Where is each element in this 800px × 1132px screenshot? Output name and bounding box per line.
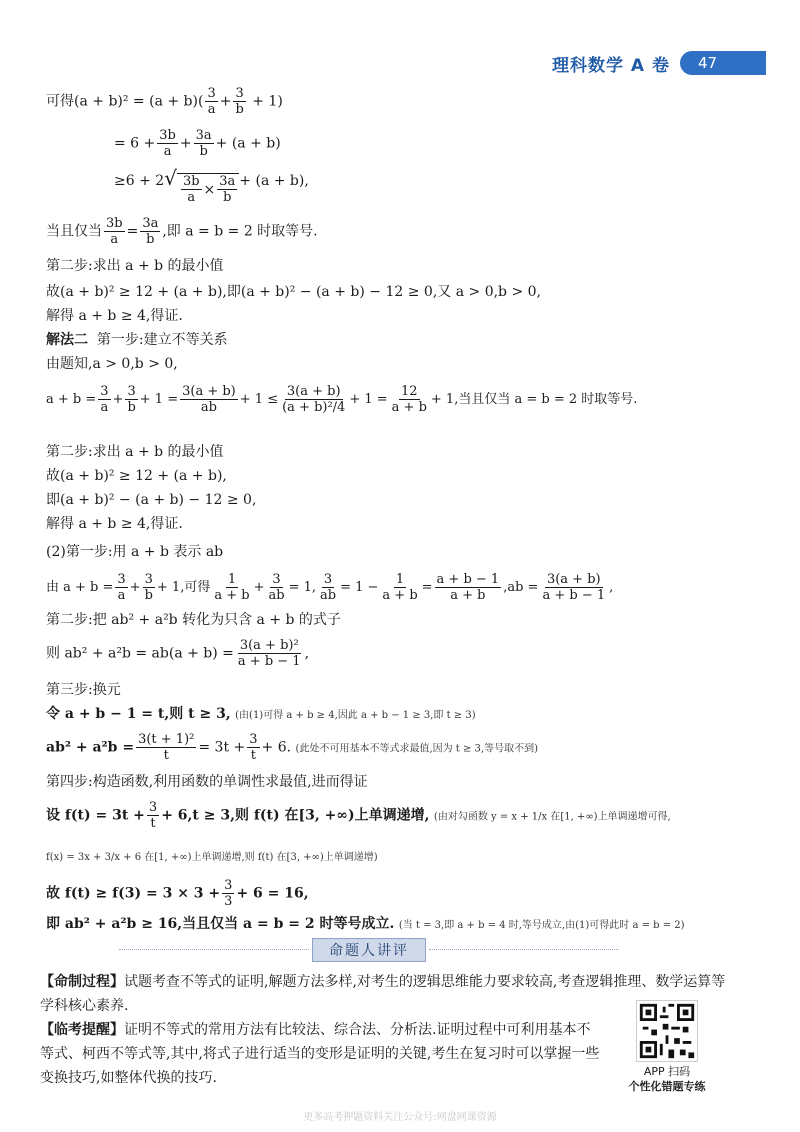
qr-caption: APP 扫码 个性化错题专练 xyxy=(628,1065,706,1093)
step-heading: 第二步:求出 a + b 的最小值 xyxy=(46,444,224,460)
proof-line: 故(a + b)² ≥ 12 + (a + b),即(a + b)² − (a + b) − 12 ≥ 0,又 a > 0,b > 0, xyxy=(46,284,542,300)
proof-line: 解得 a + b ≥ 4,得证. xyxy=(46,516,183,532)
step-heading: 第三步:换元 xyxy=(46,682,121,698)
math-text: 可得(a + b)² = (a + b)( xyxy=(46,93,204,110)
proof-line-23: 设 f(t) = 3t + $\frac{3}{t}$ + 6,t ≥ 3,则 f(t) 在[3, +∞)上单调递增, (由对勾函数 y = x + 1/x 在[1, +∞)上单调递增可得, xyxy=(46,800,671,831)
proof-line: 故(a + b)² ≥ 12 + (a + b), xyxy=(46,468,227,484)
proof-line-3: ≥6 + 2√ $\frac{3b}{a}$ × $\frac{3a}{b}$ + (a + b), xyxy=(114,166,309,205)
proof-line-18: 则 ab² + a²b = ab(a + b) = $\frac{\text{3(a + b)²}}{a + b - 1}$ , xyxy=(46,638,310,669)
commentary-design: 【命制过程】试题考查不等式的证明,解题方法多样,对考生的逻辑思维能力要求较高,考查逻辑推理、数学运算等学科核心素养. xyxy=(40,974,726,1014)
commentary-banner: 命题人讲评 xyxy=(312,938,426,962)
proof-line: 解得 a + b ≥ 4,得证. xyxy=(46,308,183,324)
proof-line-25: 故 f(t) ≥ f(3) = 3 × 3 + $\frac{3}{3}$ + 6 = 16, xyxy=(46,878,309,909)
proof-line: 由题知,a > 0,b > 0, xyxy=(46,356,178,372)
proof-note: f(x) = 3x + 3/x + 6 在[1, +∞)上单调递增,则 f(t) 在[3, +∞)上单调递增) xyxy=(46,852,378,863)
step-heading: 第二步:求出 a + b 的最小值 xyxy=(46,258,224,274)
proof-line-1: 可得(a + b)² = (a + b)( $\frac{3}{a}$ + $\frac{3}{b}$ + 1) xyxy=(46,86,283,117)
qr-code-icon[interactable] xyxy=(636,1000,698,1062)
math-text: + 1) xyxy=(247,93,283,110)
page-header xyxy=(552,48,766,78)
proof-line-4: 当且仅当 $\frac{3b}{a}$ = $\frac{3a}{b}$ ,即 a = b = 2 时取等号. xyxy=(46,216,318,247)
page-number-badge: 47 xyxy=(680,51,766,75)
footer-watermark: 更多高考押题资料关注公众号:网盘网课资源 xyxy=(303,1112,497,1123)
proof-line-2: = 6 + $\frac{3b}{a}$ + $\frac{3a}{b}$ + (a + b) xyxy=(114,128,281,159)
fraction: $\frac{3b}{a}$ xyxy=(159,128,176,159)
proof-line-10: a + b = $\frac{3}{a}$ + $\frac{3}{b}$ + 1 = $\frac{3(a + b)}{ab}$ + 1 ≤ $\frac{3(a + b)}{\text{(a + b)²/4}}$ + 1 = $\frac{12}{a + b}$ + 1,当且仅当 a = b = 2 时取等号. xyxy=(46,384,638,415)
commentary-reminder: 【临考提醒】证明不等式的常用方法有比较法、综合法、分析法.证明过程中可利用基本不等式、柯西不等式等,其中,将式子进行适当的变形是证明的关键,考生在复习时可以掌握一些变换技巧,如整体代换的技巧. xyxy=(40,1022,600,1086)
proof-line: 即(a + b)² − (a + b) − 12 ≥ 0, xyxy=(46,492,257,508)
square-root: $\frac{3b}{a}$ × $\frac{3a}{b}$ xyxy=(177,173,239,205)
fraction: $\frac{3}{b}$ xyxy=(235,86,244,117)
fraction: $\frac{3a}{b}$ xyxy=(195,128,212,159)
method-heading: 解法二 第一步:建立不等关系 xyxy=(46,332,228,348)
step-heading: 第二步:把 ab² + a²b 转化为只含 a + b 的式子 xyxy=(46,612,341,628)
fraction: $\frac{3}{a}$ xyxy=(207,86,216,117)
proof-line-16: 由 a + b = $\frac{3}{a}$ + $\frac{3}{b}$ + 1,可得 $\frac{1}{a + b}$ + $\frac{3}{ab}$ = 1, $\frac{3}{ab}$ = 1 − $\frac{1}{a + b}$ = $\frac{a + b - 1}{a + b}$ ,ab = $\frac{3(a + b)}{a + b - 1}$ , xyxy=(46,572,614,603)
step-heading: 第四步:构造函数,利用函数的单调性求最值,进而得证 xyxy=(46,774,368,790)
step-heading: (2)第一步:用 a + b 表示 ab xyxy=(46,544,224,560)
proof-line-21: ab² + a²b = $\frac{\text{3(t + 1)²}}{t}$ = 3t + $\frac{3}{t}$ + 6. (此处不可用基本不等式求最值,因为 t ≥ 3,等号取不到) xyxy=(46,732,539,763)
proof-line-20: 令 a + b − 1 = t,则 t ≥ 3, (由(1)可得 a + b ≥ 4,因此 a + b − 1 ≥ 3,即 t ≥ 3) xyxy=(46,706,476,722)
proof-conclusion: 即 ab² + a²b ≥ 16,当且仅当 a = b = 2 时等号成立. (当 t = 3,即 a + b = 4 时,等号成立,由(1)可得此时 a = b = 2) xyxy=(46,916,685,932)
section-title: 理科数学 A 卷 xyxy=(552,55,670,76)
